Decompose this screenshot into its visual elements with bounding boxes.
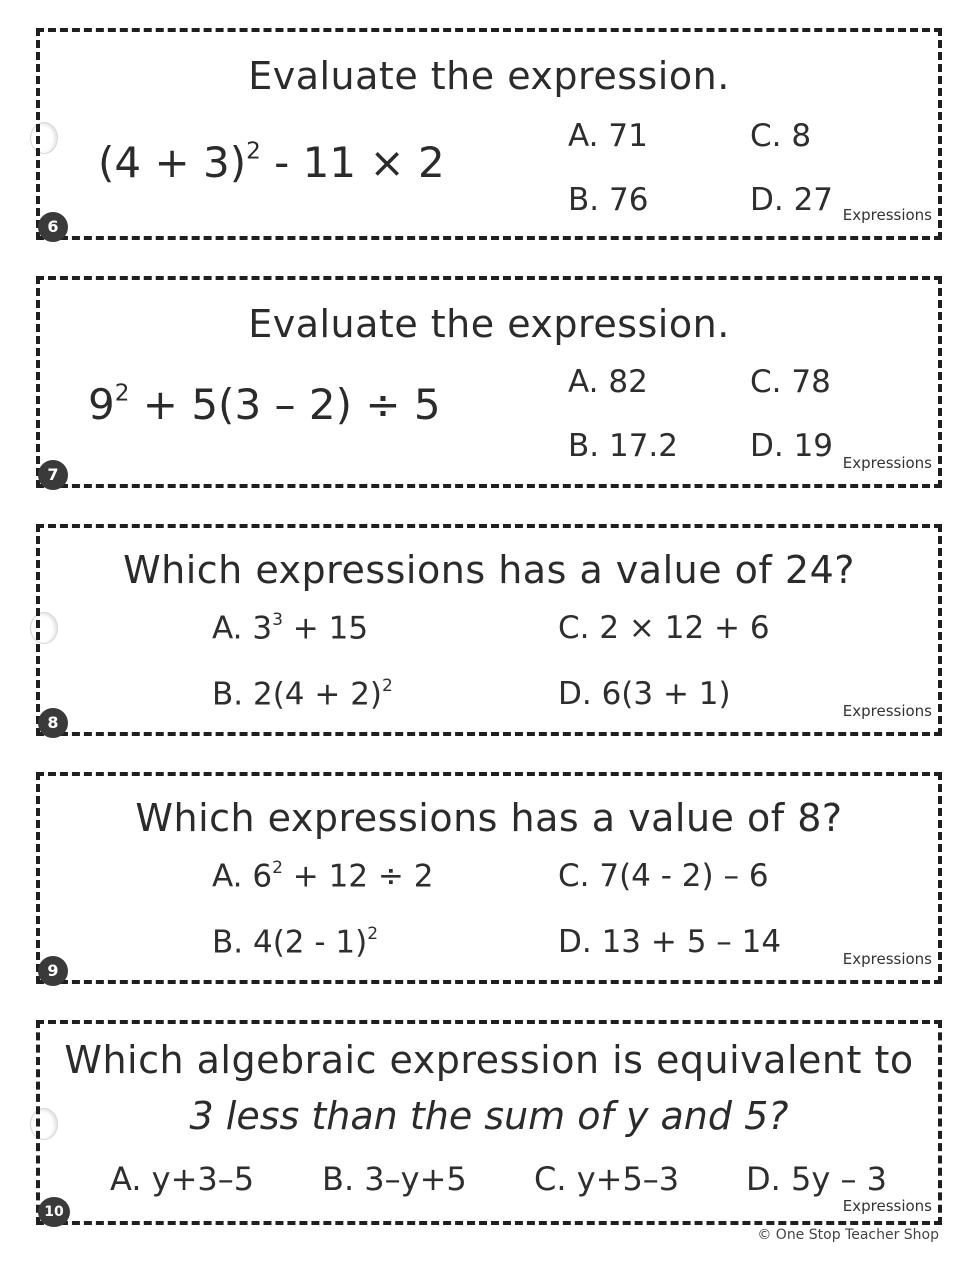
- card-subtitle: 3 less than the sum of y and 5?: [189, 1094, 789, 1138]
- category-tag: Expressions: [842, 206, 932, 224]
- option-b[interactable]: B. 76: [568, 182, 649, 218]
- expression-part: + 5(3 – 2) ÷ 5: [129, 380, 441, 429]
- copyright-notice: © One Stop Teacher Shop: [757, 1227, 939, 1243]
- task-card-8: [36, 524, 942, 736]
- option-c[interactable]: C. 7(4 - 2) – 6: [558, 858, 769, 894]
- option-d[interactable]: D. 6(3 + 1): [558, 676, 731, 712]
- card-number-badge: 8: [38, 708, 68, 738]
- option-a[interactable]: [212, 610, 368, 647]
- card-number-badge: 10: [38, 1197, 70, 1227]
- option-text: B. 2(4 + 2): [212, 676, 383, 713]
- option-text: A. 3: [212, 610, 273, 647]
- exponent: 2: [272, 858, 283, 878]
- option-b[interactable]: [212, 676, 393, 713]
- option-b[interactable]: B. 17.2: [568, 428, 678, 464]
- card-title: Which algebraic expression is equivalent to: [64, 1038, 914, 1082]
- option-a[interactable]: A. y+3–5: [110, 1160, 255, 1198]
- option-a[interactable]: [212, 858, 433, 895]
- exponent: 3: [272, 610, 283, 630]
- option-b[interactable]: [212, 924, 378, 961]
- option-text: B. 4(2 - 1): [212, 924, 368, 961]
- option-a[interactable]: A. 71: [568, 118, 648, 154]
- category-tag: Expressions: [842, 950, 932, 968]
- exponent: 2: [382, 676, 393, 696]
- task-card-10: [36, 1020, 942, 1225]
- option-text: + 12 ÷ 2: [282, 858, 434, 895]
- option-d[interactable]: D. 19: [750, 428, 834, 464]
- card-title: Evaluate the expression.: [248, 54, 730, 98]
- card-number-badge: 6: [38, 212, 68, 242]
- expression-part: - 11 × 2: [260, 138, 445, 187]
- card-number-badge: 9: [38, 956, 68, 986]
- option-a[interactable]: A. 82: [568, 364, 648, 400]
- category-tag: Expressions: [842, 1197, 932, 1215]
- card-title: Which expressions has a value of 24?: [123, 548, 855, 592]
- card-title: Which expressions has a value of 8?: [135, 796, 843, 840]
- card-number-badge: 7: [38, 460, 68, 490]
- option-d[interactable]: D. 27: [750, 182, 834, 218]
- expression-part: (4 + 3): [98, 138, 247, 187]
- option-c[interactable]: C. y+5–3: [534, 1160, 680, 1198]
- option-text: + 15: [282, 610, 369, 647]
- category-tag: Expressions: [842, 454, 932, 472]
- task-card-6: [36, 28, 942, 240]
- option-d[interactable]: D. 13 + 5 – 14: [558, 924, 782, 960]
- option-c[interactable]: C. 78: [750, 364, 831, 400]
- expression-part: 9: [88, 380, 115, 429]
- expression: [98, 138, 445, 187]
- exponent: 2: [114, 380, 130, 407]
- task-card-9: [36, 772, 942, 984]
- option-d[interactable]: D. 5y – 3: [746, 1160, 887, 1198]
- option-text: A. 6: [212, 858, 273, 895]
- option-c[interactable]: C. 2 × 12 + 6: [558, 610, 770, 646]
- task-card-7: [36, 276, 942, 488]
- option-b[interactable]: B. 3–y+5: [322, 1160, 467, 1198]
- exponent: 2: [246, 138, 261, 165]
- expression: [88, 380, 441, 429]
- category-tag: Expressions: [842, 702, 932, 720]
- exponent: 2: [367, 924, 379, 944]
- option-c[interactable]: C. 8: [750, 118, 812, 154]
- card-title: Evaluate the expression.: [248, 302, 730, 346]
